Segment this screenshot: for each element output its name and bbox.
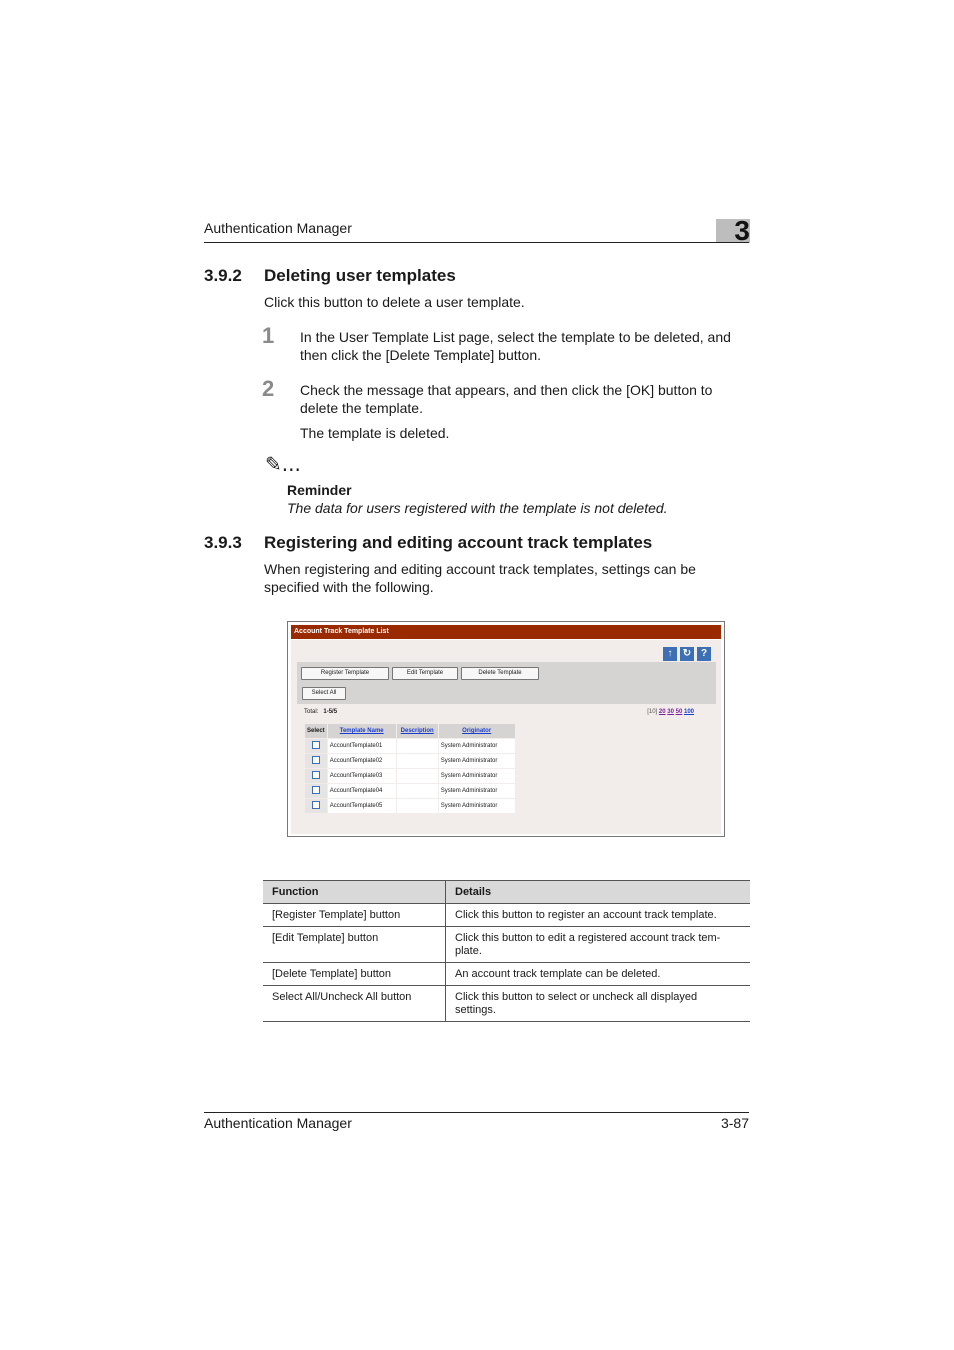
step-text: Check the message that appears, and then click the [OK] button to delete the template.	[300, 382, 713, 416]
column-header: Select	[305, 724, 328, 739]
section-number: 3.9.2	[204, 266, 242, 285]
column-header[interactable]: Originator	[438, 724, 515, 739]
running-header-title: Authentication Manager	[204, 220, 352, 236]
column-header: Details	[446, 881, 751, 904]
function-cell: Select All/Uncheck All button	[263, 986, 446, 1022]
row-checkbox[interactable]	[312, 801, 320, 809]
template-description	[396, 739, 438, 754]
details-cell: Click this button to register an account track template.	[446, 904, 751, 927]
section-number: 3.9.3	[204, 533, 242, 552]
table-row	[305, 739, 516, 754]
template-originator: System Administrator	[438, 784, 515, 799]
details-cell: Click this button to edit a registered account track tem- plate.	[446, 927, 751, 963]
page-size-current: [10]	[647, 709, 658, 715]
column-header[interactable]: Description	[396, 724, 438, 739]
table-row	[305, 784, 516, 799]
row-checkbox[interactable]	[312, 756, 320, 764]
step-number: 2	[262, 376, 275, 401]
footer-title: Authentication Manager	[204, 1115, 352, 1131]
section-intro: Click this button to delete a user template.	[264, 294, 525, 310]
template-table	[304, 723, 516, 814]
page-size-link[interactable]: 50	[675, 709, 683, 715]
template-originator: System Administrator	[438, 769, 515, 784]
template-originator: System Administrator	[438, 799, 515, 814]
total-count: Total: 1-5/5	[304, 709, 338, 715]
pagination	[647, 709, 694, 715]
page-size-link[interactable]: 20	[658, 709, 666, 715]
account-track-template-list-screenshot	[287, 621, 725, 837]
section-intro: When registering and editing account track templates, settings can be specified with the following.	[264, 561, 696, 595]
details-cell: Click this button to select or uncheck all displayed settings.	[446, 986, 751, 1022]
template-description	[396, 769, 438, 784]
table-row	[305, 799, 516, 814]
toolbar	[297, 662, 716, 704]
table-row	[263, 963, 750, 986]
template-name: AccountTemplate02	[327, 754, 396, 769]
row-checkbox[interactable]	[312, 771, 320, 779]
template-originator: System Administrator	[438, 754, 515, 769]
reminder-text: The data for users registered with the template is not deleted.	[287, 500, 668, 516]
function-cell: [Delete Template] button	[263, 963, 446, 986]
template-name: AccountTemplate01	[327, 739, 396, 754]
table-row	[263, 986, 750, 1022]
up-arrow-icon[interactable]: ↑	[663, 647, 677, 661]
step-number: 1	[262, 323, 275, 348]
template-name: AccountTemplate04	[327, 784, 396, 799]
table-row	[263, 904, 750, 927]
function-table-header	[263, 881, 750, 904]
table-header-row	[305, 724, 516, 739]
footer-rule	[204, 1112, 749, 1113]
edit-template-button[interactable]: Edit Template	[392, 667, 458, 680]
function-table	[263, 880, 750, 1022]
chapter-number: 3	[734, 215, 750, 246]
page-number: 3-87	[720, 1115, 749, 1131]
panel-title: Account Track Template List	[291, 625, 721, 639]
select-all-button[interactable]: Select All	[302, 687, 346, 700]
template-description	[396, 799, 438, 814]
template-name: AccountTemplate03	[327, 769, 396, 784]
reminder-pencil-icon: ✎...	[265, 452, 301, 476]
panel-icons	[660, 643, 711, 661]
section-title: Registering and editing account track templates	[264, 533, 653, 552]
page-size-link[interactable]: 30	[667, 709, 674, 715]
template-description	[396, 784, 438, 799]
column-header[interactable]: Template Name	[327, 724, 396, 739]
reminder-label: Reminder	[287, 482, 352, 498]
function-cell: [Edit Template] button	[263, 927, 446, 963]
template-description	[396, 754, 438, 769]
row-checkbox[interactable]	[312, 786, 320, 794]
row-checkbox[interactable]	[312, 741, 320, 749]
template-originator: System Administrator	[438, 739, 515, 754]
table-row	[263, 927, 750, 963]
details-cell: An account track template can be deleted.	[446, 963, 751, 986]
help-icon[interactable]: ?	[697, 647, 711, 661]
header-rule	[204, 242, 749, 243]
step-result: The template is deleted.	[300, 425, 450, 441]
refresh-icon[interactable]: ↻	[680, 647, 694, 661]
delete-template-button[interactable]: Delete Template	[461, 667, 539, 680]
table-row	[305, 769, 516, 784]
page-size-link[interactable]: 100	[683, 709, 694, 715]
template-name: AccountTemplate05	[327, 799, 396, 814]
function-cell: [Register Template] button	[263, 904, 446, 927]
section-title: Deleting user templates	[264, 266, 456, 285]
step-text: In the User Template List page, select the template to be deleted, and then click the [Delete Template] button.	[300, 329, 731, 363]
panel-body	[291, 640, 721, 834]
column-header: Function	[263, 881, 446, 904]
register-template-button[interactable]: Register Template	[301, 667, 389, 680]
table-row	[305, 754, 516, 769]
